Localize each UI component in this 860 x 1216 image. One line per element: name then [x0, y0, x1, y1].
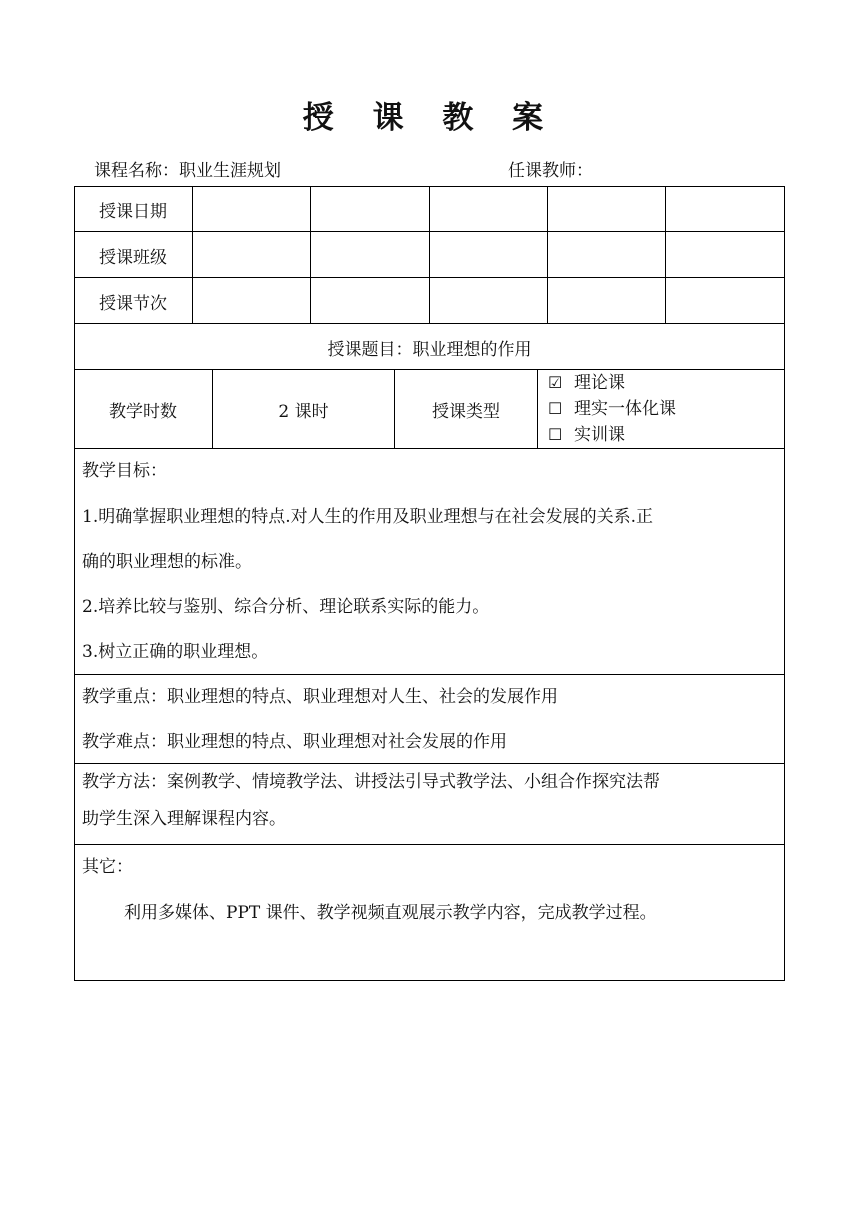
page-title: 授 课 教 案: [302, 100, 558, 136]
methods-line-2: 助学生深入理解课程内容。: [82, 809, 286, 829]
key-points: 教学重点：职业理想的特点、职业理想对人生、社会的发展作用: [82, 687, 558, 707]
objective-3: 3.树立正确的职业理想。: [82, 642, 269, 662]
row-divider: [74, 448, 785, 449]
other-content: 利用多媒体、PPT 课件、教学视频直观展示教学内容，完成教学过程。: [124, 903, 657, 923]
option-label: 实训课: [574, 425, 625, 445]
option-label: 理实一体化课: [574, 399, 676, 419]
objectives-heading: 教学目标：: [82, 461, 167, 481]
hours-value: 2 课时: [278, 401, 329, 422]
checkbox-checked-icon: ☑: [548, 373, 563, 392]
column-divider: [192, 186, 193, 323]
methods-line-1: 教学方法：案例教学、情境教学法、讲授法引导式教学法、小组合作探究法帮: [82, 772, 660, 792]
lesson-topic: 授课题目：职业理想的作用: [327, 339, 532, 360]
other-heading: 其它：: [82, 857, 133, 877]
option-practical: [548, 422, 625, 448]
column-divider: [429, 186, 430, 323]
row-divider: [74, 844, 785, 845]
column-divider: [537, 369, 538, 448]
option-theory: [548, 370, 625, 396]
type-label: 授课类型: [432, 401, 500, 422]
option-integrated: [548, 396, 676, 422]
hours-label: 教学时数: [109, 401, 177, 422]
checkbox-icon: ☐: [548, 425, 563, 444]
difficulties: 教学难点：职业理想的特点、职业理想对社会发展的作用: [82, 732, 507, 752]
column-divider: [310, 186, 311, 323]
objective-2: 2.培养比较与鉴别、综合分析、理论联系实际的能力。: [82, 597, 490, 617]
teacher-name: 任课教师：: [508, 161, 593, 181]
objective-1-line-1: 1.明确掌握职业理想的特点.对人生的作用及职业理想与在社会发展的关系.正: [82, 507, 654, 527]
checkbox-icon: ☐: [548, 399, 563, 418]
schedule-label-date: 授课日期: [99, 201, 167, 222]
column-divider: [665, 186, 666, 323]
schedule-label-class: 授课班级: [99, 247, 167, 268]
schedule-label-period: 授课节次: [99, 293, 167, 314]
course-name: 课程名称：职业生涯规划: [94, 161, 281, 181]
column-divider: [547, 186, 548, 323]
option-label: 理论课: [574, 373, 625, 393]
objective-1-line-2: 确的职业理想的标准。: [82, 552, 252, 572]
